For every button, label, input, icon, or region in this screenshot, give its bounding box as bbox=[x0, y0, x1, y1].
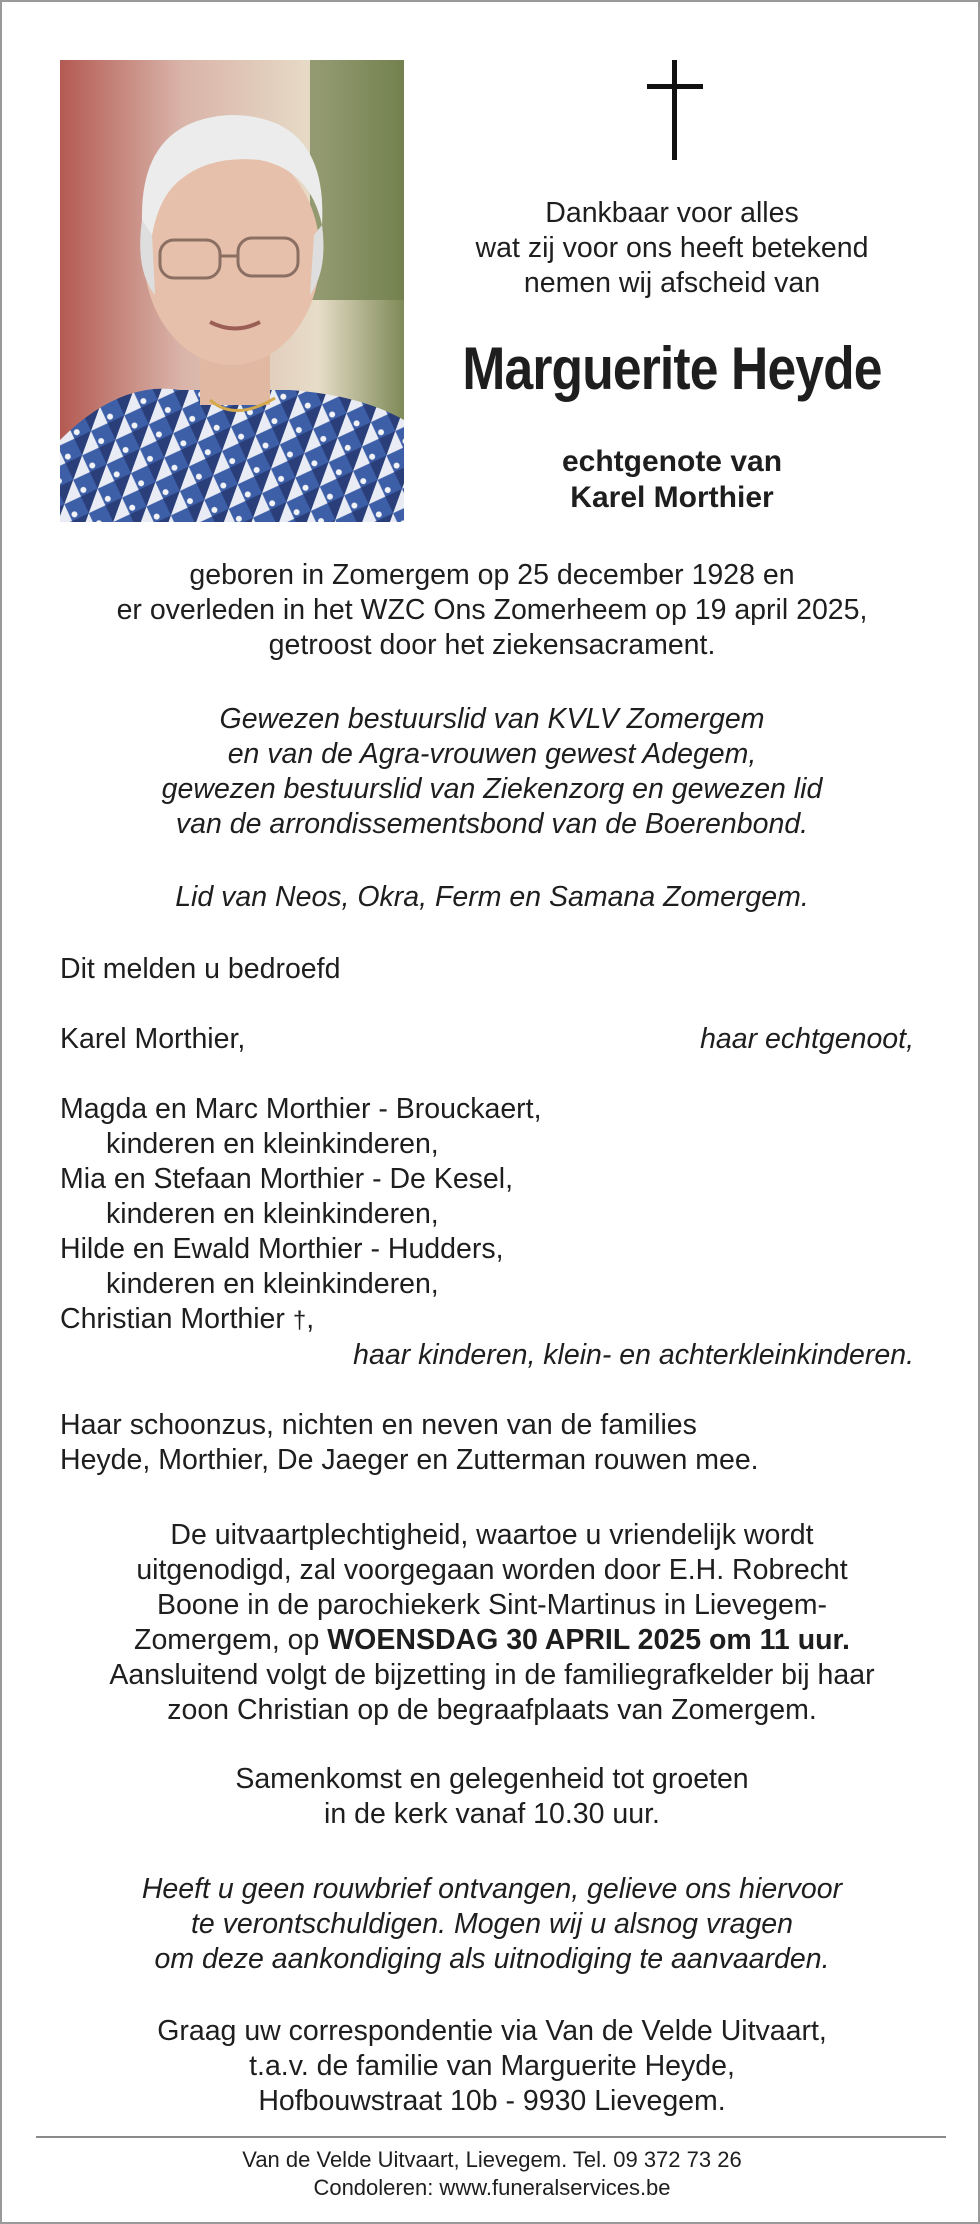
christian-name: Christian Morthier bbox=[60, 1303, 293, 1335]
text-line: Heyde, Morthier, De Jaeger en Zutterman rouwen mee. bbox=[60, 1444, 759, 1476]
portrait-photo bbox=[60, 60, 404, 522]
ceremony-paragraph bbox=[42, 1518, 942, 1728]
intro-line: Dankbaar voor alles bbox=[545, 197, 799, 229]
gathering-paragraph bbox=[42, 1762, 942, 1832]
footer-condolences-link[interactable]: Condoleren: www.funeralservices.be bbox=[313, 2175, 671, 2200]
child-sub: kinderen en kleinkinderen, bbox=[106, 1268, 439, 1300]
correspondence-paragraph bbox=[42, 2014, 942, 2119]
christian-comma: , bbox=[306, 1303, 315, 1335]
child-name: Magda en Marc Morthier - Brouckaert, bbox=[60, 1093, 542, 1125]
text-line: van de arrondissementsbond van de Boerenbond. bbox=[175, 808, 809, 840]
ceremony-date: WOENSDAG 30 APRIL 2025 om 11 uur. bbox=[327, 1624, 850, 1656]
no-letter-paragraph bbox=[42, 1872, 942, 1977]
text-line: getroost door het ziekensacrament. bbox=[268, 629, 716, 661]
spouse-line: echtgenote van bbox=[561, 445, 783, 478]
text-line: zoon Christian op de begraafplaats van Zomergem. bbox=[167, 1694, 817, 1726]
footer-divider bbox=[36, 2136, 946, 2138]
roles-paragraph bbox=[42, 702, 942, 842]
text-line: Graag uw correspondentie via Van de Velde Uitvaart, bbox=[157, 2015, 827, 2047]
children-list bbox=[60, 1092, 542, 1338]
text-line: er overleden in het WZC Ons Zomerheem op 19 april 2025, bbox=[116, 594, 868, 626]
child-sub: kinderen en kleinkinderen, bbox=[106, 1128, 439, 1160]
spouse-block bbox=[422, 444, 922, 516]
small-cross-icon: † bbox=[292, 1307, 307, 1334]
intro-text bbox=[422, 196, 922, 301]
text-line bbox=[42, 1623, 942, 1658]
husband-name: Karel Morthier, bbox=[60, 1023, 246, 1055]
footer-contact: Van de Velde Uitvaart, Lievegem. Tel. 09 372 73 26 bbox=[242, 2147, 742, 2172]
text-line: Gewezen bestuurslid van KVLV Zomergem bbox=[219, 703, 765, 735]
spouse-line: Karel Morthier bbox=[570, 481, 774, 514]
text-line: om deze aankondiging als uitnodiging te aanvaarden. bbox=[154, 1943, 830, 1975]
text-line: Aansluitend volgt de bijzetting in de familiegrafkelder bij haar bbox=[109, 1659, 875, 1691]
text-line: De uitvaartplechtigheid, waartoe u vriendelijk wordt bbox=[170, 1519, 814, 1551]
text-line: Heeft u geen rouwbrief ontvangen, gelieve ons hiervoor bbox=[141, 1873, 843, 1905]
text-line: en van de Agra-vrouwen gewest Adegem, bbox=[227, 738, 757, 770]
intro-line: nemen wij afscheid van bbox=[523, 267, 821, 299]
footer bbox=[42, 2146, 942, 2202]
membership-line: Lid van Neos, Okra, Ferm en Samana Zomergem. bbox=[175, 881, 809, 913]
intro-line: wat zij voor ons heeft betekend bbox=[475, 232, 869, 264]
child-name-christian bbox=[60, 1302, 542, 1338]
birth-death-paragraph bbox=[42, 558, 942, 663]
text-line: uitgenodigd, zal voorgegaan worden door E.H. Robrecht bbox=[136, 1554, 848, 1586]
text-line: te verontschuldigen. Mogen wij u alsnog vragen bbox=[190, 1908, 794, 1940]
text-line: in de kerk vanaf 10.30 uur. bbox=[324, 1798, 660, 1830]
text-line: geboren in Zomergem op 25 december 1928 en bbox=[189, 559, 795, 591]
ceremony-date-prefix: Zomergem, op bbox=[134, 1624, 328, 1656]
text-line: Haar schoonzus, nichten en neven van de families bbox=[60, 1409, 697, 1441]
child-name: Mia en Stefaan Morthier - De Kesel, bbox=[60, 1163, 514, 1195]
latin-cross-icon bbox=[643, 58, 707, 162]
text-line: t.a.v. de familie van Marguerite Heyde, bbox=[249, 2050, 735, 2082]
text-line: Boone in de parochiekerk Sint-Martinus in Lievegem- bbox=[156, 1589, 828, 1621]
text-line: gewezen bestuurslid van Ziekenzorg en gewezen lid bbox=[161, 773, 823, 805]
child-name: Hilde en Ewald Morthier - Hudders, bbox=[60, 1233, 504, 1265]
children-role: haar kinderen, klein- en achterkleinkinderen. bbox=[353, 1339, 914, 1371]
deceased-name: Marguerite Heyde bbox=[462, 335, 882, 402]
in-laws-paragraph bbox=[60, 1408, 759, 1478]
text-line: Samenkomst en gelegenheid tot groeten bbox=[235, 1763, 749, 1795]
husband-role: haar echtgenoot, bbox=[700, 1023, 914, 1055]
text-line: Hofbouwstraat 10b - 9930 Lievegem. bbox=[258, 2085, 726, 2117]
child-sub: kinderen en kleinkinderen, bbox=[106, 1198, 439, 1230]
announce-line: Dit melden u bedroefd bbox=[60, 953, 341, 985]
